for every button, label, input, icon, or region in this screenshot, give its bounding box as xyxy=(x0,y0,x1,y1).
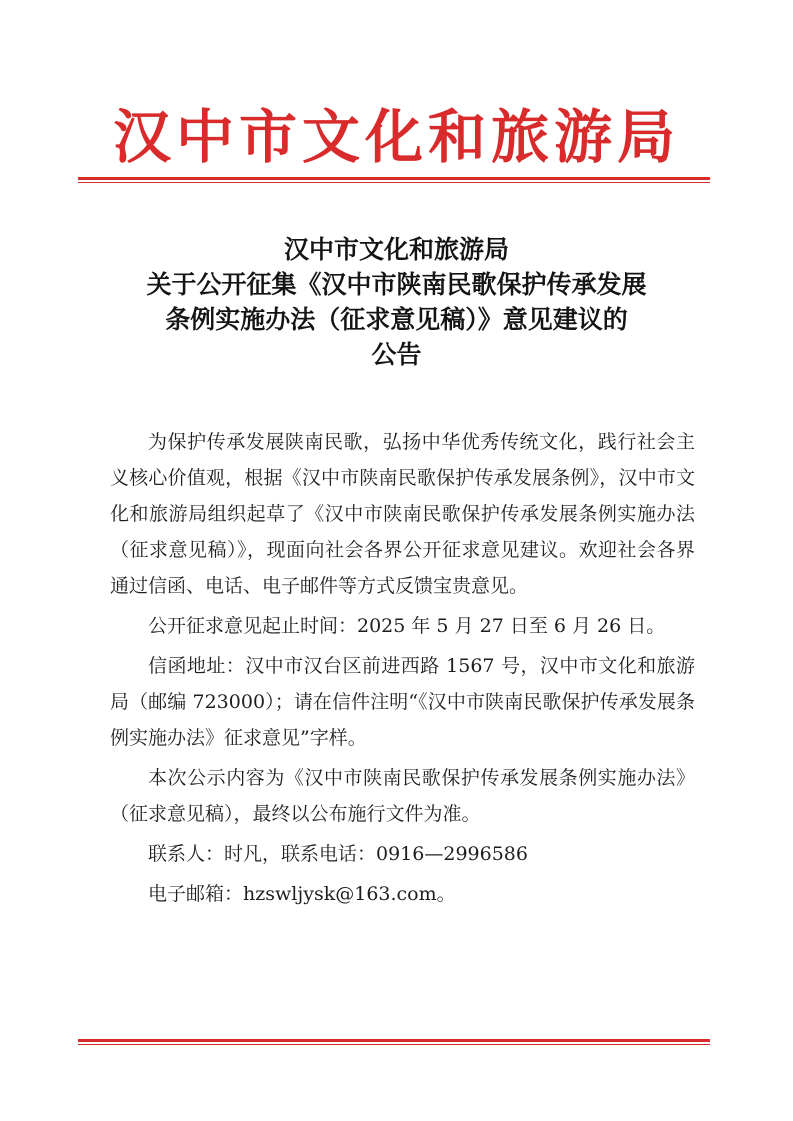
title-line-4: 公告 xyxy=(371,340,422,369)
title-line-1: 汉中市文化和旅游局 xyxy=(283,235,509,264)
agency-letterhead: 汉中市文化和旅游局 xyxy=(112,103,680,171)
paragraph-contact: 联系人：时凡，联系电话：0916—2996586 xyxy=(148,843,528,865)
title-line-3: 条例实施办法（征求意见稿）》意见建议的 xyxy=(165,305,628,334)
letterhead-divider-top xyxy=(78,177,710,183)
footer-divider xyxy=(78,1039,710,1045)
paragraph-period: 公开征求意见起止时间：2025 年 5 月 27 日至 6 月 26 日。 xyxy=(148,615,666,637)
paragraph-intro: 为保护传承发展陕南民歌，弘扬中华优秀传统文化，践行社会主义核心价值观，根据《汉中市陕南民歌保护传承发展条例》，汉中市文化和旅游局组织起草了《汉中市陕南民歌保护传承发展条例实施办法（征求意见稿）》，现面向社会各界公开征求意见建议。欢迎社会各界通过信函、电话、电子邮件等方式反馈宝贵意见。 xyxy=(110,431,695,597)
paragraph-scope: 本次公示内容为《汉中市陕南民歌保护传承发展条例实施办法》（征求意见稿），最终以公布施行文件为准。 xyxy=(110,767,695,825)
document-title xyxy=(60,232,733,372)
paragraph-email: 电子邮箱：hzswljysk@163.com。 xyxy=(148,883,456,905)
paragraph-address: 信函地址：汉中市汉台区前进西路 1567 号，汉中市文化和旅游局（邮编 723000）；请在信件注明“《汉中市陕南民歌保护传承发展条例实施办法》征求意见”字样。 xyxy=(110,655,695,749)
title-line-2: 关于公开征集《汉中市陕南民歌保护传承发展 xyxy=(146,270,647,299)
document-body xyxy=(110,424,695,912)
